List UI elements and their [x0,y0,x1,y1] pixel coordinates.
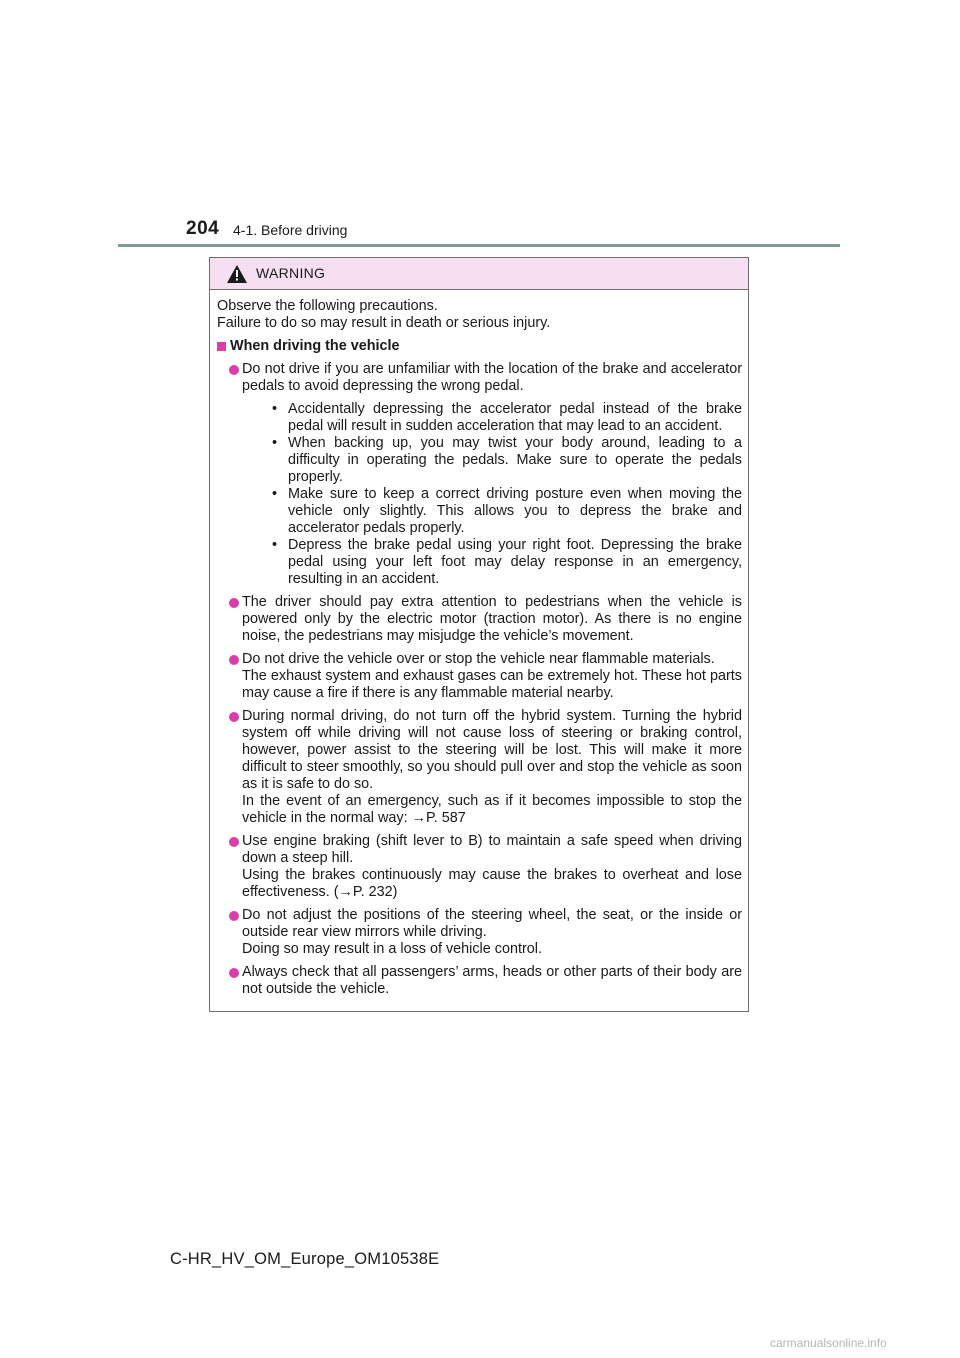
watermark: carmanualsonline.info [770,1336,887,1350]
footer-code: C-HR_HV_OM_Europe_OM10538E [170,1250,440,1268]
sub-list-item [272,537,742,588]
dot-bullet-icon: • [272,401,278,417]
bullet-item [217,964,742,998]
bullet-list [217,361,742,998]
section-title: 4-1. Before driving [233,222,348,238]
bullet-item [217,833,742,901]
bullet-text: During normal driving, do not turn off the hybrid system. Turning the hybrid system off while driving will not cause loss of steering or braking control, however, power assist to the steering will be lost. This will make it more difficult to steer smoothly, so you should pull over and stop the vehicle as soon as it is safe to do so. [242,708,742,792]
warning-header [210,258,748,290]
bullet-item [217,361,742,588]
warning-body [210,290,748,998]
bullet-text: Doing so may result in a loss of vehicle control. [242,941,542,957]
bullet-text: The exhaust system and exhaust gases can be extremely hot. These hot parts may cause a fire if there is any flammable material nearby. [242,668,742,701]
warning-intro [217,298,742,332]
circle-bullet-icon [229,968,239,978]
bullet-text: In the event of an emergency, such as if it becomes impossible to stop the vehicle in the normal way: →P. 587 [242,793,742,826]
bullet-text: Use engine braking (shift lever to B) to maintain a safe speed when driving down a steep hill. [242,833,742,866]
intro-line: Failure to do so may result in death or serious injury. [217,315,551,331]
dot-bullet-icon: • [272,435,278,451]
page-number: 204 [186,218,220,239]
sub-list-text: When backing up, you may twist your body around, leading to a difficulty in operating the pedals. Make sure to operate the pedals properly. [288,435,742,485]
warning-triangle-icon [227,265,247,283]
bullet-text: Always check that all passengers’ arms, heads or other parts of their body are not outside the vehicle. [242,964,742,997]
bullet-text: Do not drive the vehicle over or stop the vehicle near flammable materials. [242,651,715,667]
circle-bullet-icon [229,365,239,375]
bullet-text: Using the brakes continuously may cause the brakes to overheat and lose effectiveness. (→P. 232) [242,867,742,900]
header-rule [118,244,840,247]
warning-title: WARNING [256,265,326,281]
bullet-item [217,708,742,827]
bullet-item [217,907,742,958]
warning-box [209,257,749,1012]
sub-list-text: Depress the brake pedal using your right foot. Depressing the brake pedal using your left foot may delay response in an emergency, resulting in an accident. [288,537,742,587]
dot-bullet-icon: • [272,537,278,553]
circle-bullet-icon [229,911,239,921]
intro-line: Observe the following precautions. [217,298,438,314]
sub-list-item [272,435,742,486]
bullet-item [217,651,742,702]
sub-list-item [272,401,742,435]
circle-bullet-icon [229,837,239,847]
sub-list-text: Make sure to keep a correct driving posture even when moving the vehicle only slightly. This allows you to depress the brake and accelerator pedals properly. [288,486,742,536]
sub-list-text: Accidentally depressing the accelerator pedal instead of the brake pedal will result in sudden acceleration that may lead to an accident. [288,401,742,434]
dot-bullet-icon: • [272,486,278,502]
bullet-text: The driver should pay extra attention to pedestrians when the vehicle is powered only by the electric motor (traction motor). As there is no engine noise, the pedestrians may misjudge the vehicle’s movement. [242,594,742,644]
sub-list [242,401,742,588]
bullet-item [217,594,742,645]
bullet-text: Do not adjust the positions of the steering wheel, the seat, or the inside or outside rear view mirrors while driving. [242,907,742,940]
circle-bullet-icon [229,712,239,722]
bullet-text: Do not drive if you are unfamiliar with the location of the brake and accelerator pedals to avoid depressing the wrong pedal. [242,361,742,394]
circle-bullet-icon [229,598,239,608]
square-bullet-icon [217,342,226,351]
sub-list-item [272,486,742,537]
circle-bullet-icon [229,655,239,665]
subheading [217,338,742,355]
subheading-text: When driving the vehicle [230,338,400,354]
